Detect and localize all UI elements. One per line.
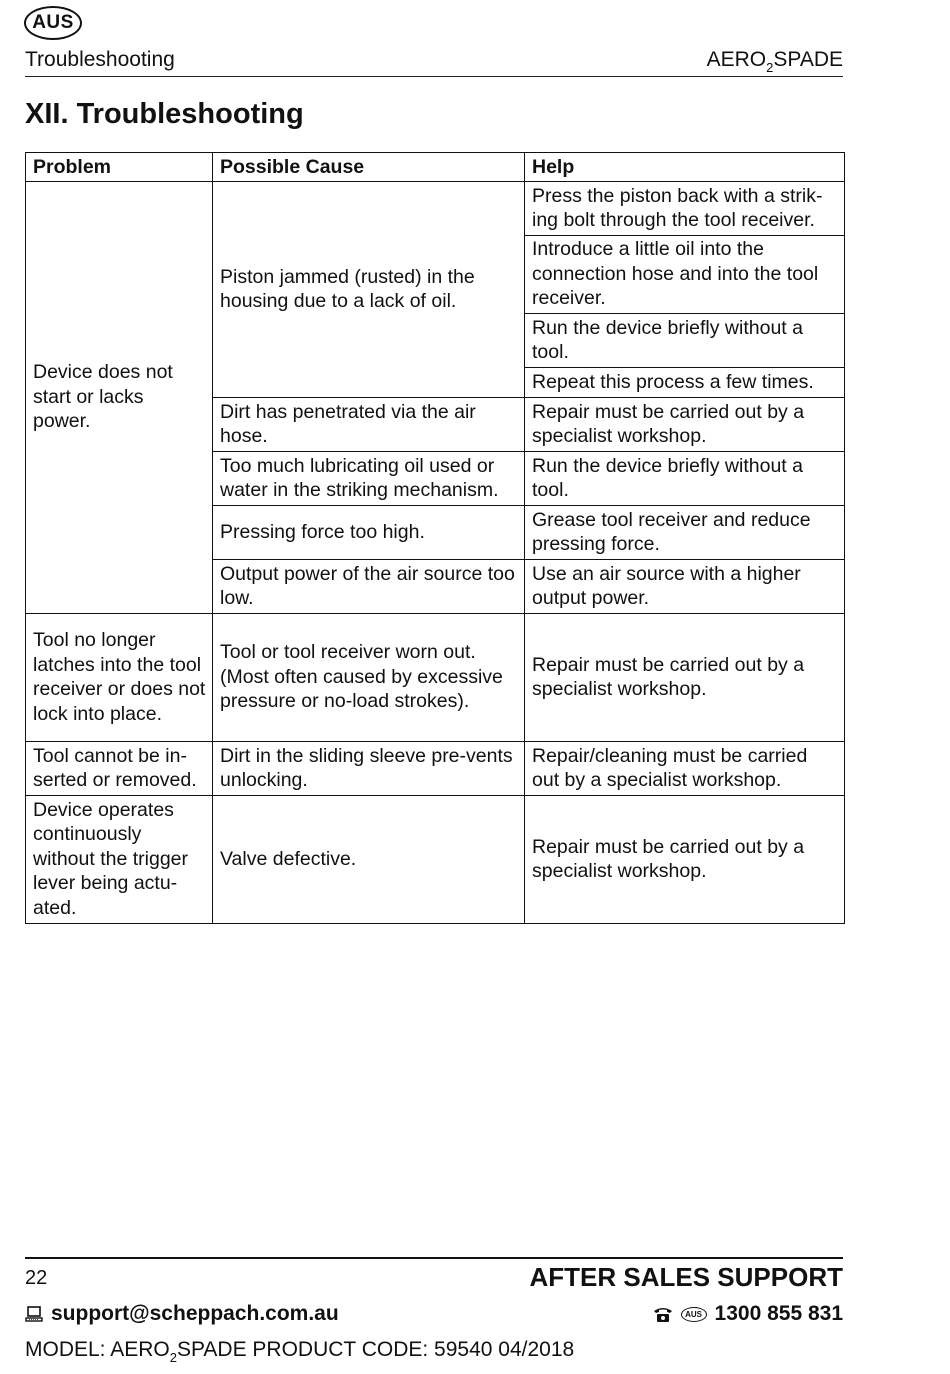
header-product-name <box>706 48 843 75</box>
header-divider <box>25 76 843 77</box>
table-row <box>26 796 845 924</box>
help-cell: Introduce a little oil into the connection hose and into the tool receiver. <box>525 236 845 314</box>
help-cell: Repeat this process a few times. <box>525 368 845 398</box>
telephone-icon <box>653 1305 673 1323</box>
product-name-subscript: 2 <box>766 60 774 75</box>
support-phone <box>653 1302 843 1326</box>
model-text-pre: MODEL: AERO <box>25 1338 170 1361</box>
help-cell: Grease tool receiver and reduce pressing force. <box>525 506 845 560</box>
page-title: XII. Troubleshooting <box>25 98 304 130</box>
header-problem: Problem <box>26 153 213 182</box>
table-row <box>26 614 845 742</box>
help-cell: Repair must be carried out by a specialist workshop. <box>525 796 845 924</box>
help-cell: Repair must be carried out by a specialist workshop. <box>525 398 845 452</box>
cause-cell: Piston jammed (rusted) in the housing due to a lack of oil. <box>213 182 525 398</box>
cause-cell: Output power of the air source too low. <box>213 560 525 614</box>
help-cell: Repair/cleaning must be carried out by a specialist workshop. <box>525 742 845 796</box>
cause-cell: Dirt in the sliding sleeve pre-vents unlocking. <box>213 742 525 796</box>
troubleshooting-table <box>25 152 845 924</box>
cause-cell: Valve defective. <box>213 796 525 924</box>
cause-cell: Tool or tool receiver worn out. (Most often caused by excessive pressure or no-load strokes). <box>213 614 525 742</box>
product-name-pre: AERO <box>706 48 767 71</box>
help-cell: Run the device briefly without a tool. <box>525 452 845 506</box>
model-subscript: 2 <box>169 1350 177 1365</box>
model-product-code <box>25 1338 575 1365</box>
help-cell: Press the piston back with a strik-ing bolt through the tool receiver. <box>525 182 845 236</box>
computer-icon <box>25 1305 43 1323</box>
problem-cell: Device operates continuously without the trigger lever being actu-ated. <box>26 796 213 924</box>
aus-phone-badge: AUS <box>681 1307 707 1322</box>
header-possible-cause: Possible Cause <box>213 153 525 182</box>
footer-divider <box>25 1257 843 1259</box>
support-email <box>25 1302 339 1326</box>
table-row <box>26 742 845 796</box>
after-sales-heading: AFTER SALES SUPPORT <box>529 1262 843 1292</box>
cause-cell: Pressing force too high. <box>213 506 525 560</box>
problem-cell: Device does not start or lacks power. <box>26 182 213 614</box>
header-section-label: Troubleshooting <box>25 48 175 71</box>
support-email-text[interactable]: support@scheppach.com.au <box>51 1302 339 1325</box>
problem-cell: Tool no longer latches into the tool receiver or does not lock into place. <box>26 614 213 742</box>
cause-cell: Dirt has penetrated via the air hose. <box>213 398 525 452</box>
table-row <box>26 182 845 236</box>
model-text-post: SPADE PRODUCT CODE: 59540 04/2018 <box>176 1338 575 1361</box>
help-cell: Repair must be carried out by a specialist workshop. <box>525 614 845 742</box>
help-cell: Use an air source with a higher output power. <box>525 560 845 614</box>
page-number: 22 <box>25 1267 48 1289</box>
product-name-post: SPADE <box>773 48 843 71</box>
support-phone-number[interactable]: 1300 855 831 <box>714 1302 843 1325</box>
help-cell: Run the device briefly without a tool. <box>525 314 845 368</box>
cause-cell: Too much lubricating oil used or water in the striking mechanism. <box>213 452 525 506</box>
header-help: Help <box>525 153 845 182</box>
aus-logo-badge: AUS <box>24 6 82 40</box>
problem-cell: Tool cannot be in-serted or removed. <box>26 742 213 796</box>
table-header-row <box>26 153 845 182</box>
